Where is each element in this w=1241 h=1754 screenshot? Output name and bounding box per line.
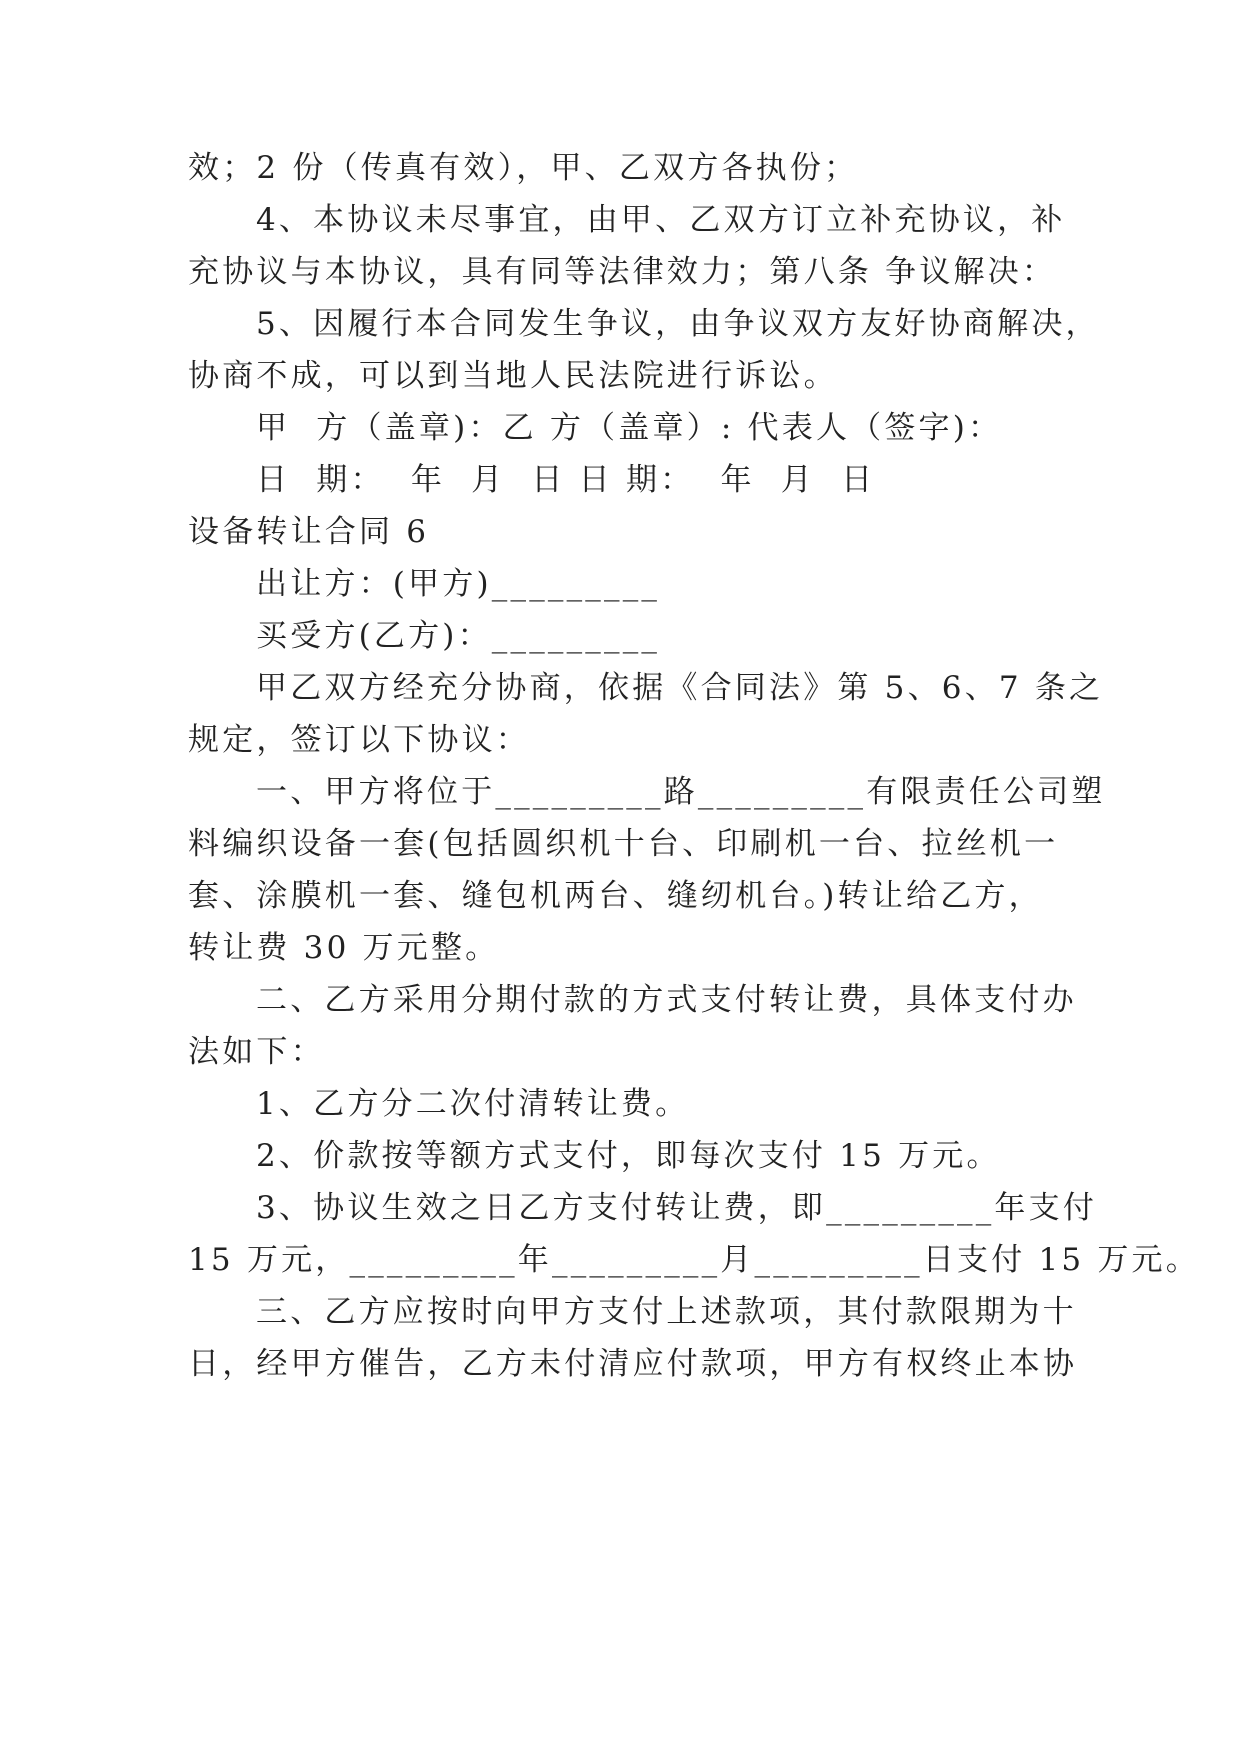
text-line: 充协议与本协议，具有同等法律效力；第八条 争议解决： — [188, 254, 1057, 290]
text-line: 套、涂膜机一套、缝包机两台、缝纫机台。)转让给乙方， — [188, 878, 1043, 914]
text-line: 转让费 30 万元整。 — [188, 930, 500, 966]
text-line: 三、乙方应按时向甲方支付上述款项，其付款限期为十 — [256, 1294, 1077, 1330]
text-line: 3、协议生效之日乙方支付转让费，即_________年支付 — [256, 1190, 1098, 1226]
signature-line: 甲 方（盖章)：乙 方（盖章）: 代表人（签字)： — [256, 410, 1003, 446]
text-line: 料编织设备一套(包括圆织机十台、印刷机一台、拉丝机一 — [188, 826, 1059, 862]
text-line: 1、乙方分二次付清转让费。 — [256, 1086, 690, 1122]
text-line: 规定，签订以下协议： — [188, 722, 530, 758]
text-line: 5、因履行本合同发生争议，由争议双方友好协商解决， — [256, 306, 1100, 342]
text-line: 4、本协议未尽事宜，由甲、乙双方订立补充协议，补 — [256, 202, 1066, 238]
text-line: 一、甲方将位于_________路_________有限责任公司塑 — [256, 774, 1106, 810]
text-line: 出让方：(甲方)_________ — [256, 566, 661, 602]
date-line: 日 期： 年 月 日 日 期： 年 月 日 — [256, 462, 876, 498]
text-line: 买受方(乙方)：_________ — [256, 618, 661, 654]
text-line: 日，经甲方催告，乙方未付清应付款项，甲方有权终止本协 — [188, 1346, 1078, 1382]
text-line: 协商不成，可以到当地人民法院进行诉讼。 — [188, 358, 838, 394]
text-line: 甲乙双方经充分协商，依据《合同法》第 5、6、7 条之 — [256, 670, 1104, 706]
text-line: 二、乙方采用分期付款的方式支付转让费，具体支付办 — [256, 982, 1077, 1018]
text-line: 法如下： — [188, 1034, 325, 1070]
text-line: 15 万元，_________年_________月_________日支付 15 万元。 — [188, 1242, 1200, 1278]
text-line: 2、价款按等额方式支付，即每次支付 15 万元。 — [256, 1138, 1001, 1174]
section-title: 设备转让合同 6 — [188, 514, 430, 550]
text-line: 效；2 份（传真有效），甲、乙双方各执份； — [188, 150, 859, 186]
